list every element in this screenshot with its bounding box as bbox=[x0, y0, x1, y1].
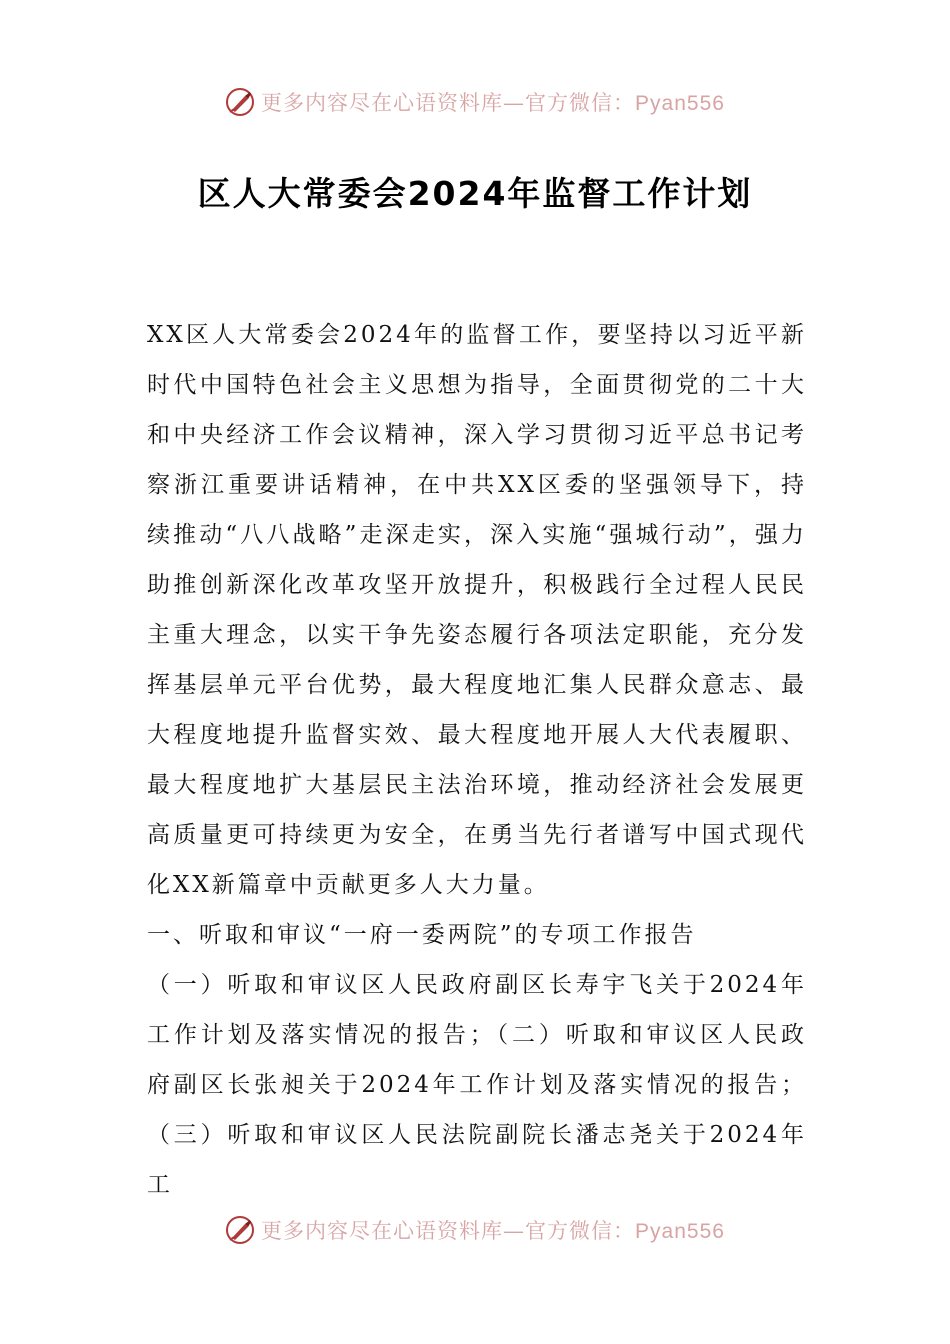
intro-paragraph: XX区人大常委会2024年的监督工作，要坚持以习近平新时代中国特色社会主义思想为指导，全面贯彻党的二十大和中央经济工作会议精神，深入学习贯彻习近平总书记考察浙江重要讲话精神，在中共XX区委的坚强领导下，持续推动“八八战略”走深走实，深入实施“强城行动”，强力助推创新深化改革攻坚开放提升，积极践行全过程人民民主重大理念，以实干争先姿态履行各项法定职能，充分发挥基层单元平台优势，最大程度地汇集人民群众意志、最大程度地提升监督实效、最大程度地开展人大代表履职、最大程度地扩大基层民主法治环境，推动经济社会发展更高质量更可持续更为安全，在勇当先行者谱写中国式现代化XX新篇章中贡献更多人大力量。 bbox=[147, 322, 807, 898]
footer-watermark bbox=[0, 1210, 950, 1250]
watermark-text: 更多内容尽在心语资料库—官方微信：Pyan556 bbox=[261, 1219, 725, 1243]
document-body bbox=[147, 310, 807, 1210]
watermark-text: 更多内容尽在心语资料库—官方微信：Pyan556 bbox=[261, 91, 725, 115]
header-watermark bbox=[0, 82, 950, 122]
quill-pen-logo-icon bbox=[225, 87, 255, 117]
quill-pen-logo-icon bbox=[225, 1215, 255, 1245]
document-title: 区人大常委会2024年监督工作计划 bbox=[197, 174, 753, 213]
section-paragraph: （一）听取和审议区人民政府副区长寿宇飞关于2024年工作计划及落实情况的报告；（二）听取和审议区人民政府副区长张昶关于2024年工作计划及落实情况的报告；（三）听取和审议区人民法院副院长潘志尧关于2024年工 bbox=[147, 972, 807, 1198]
section-heading: 一、听取和审议“一府一委两院”的专项工作报告 bbox=[147, 922, 697, 948]
